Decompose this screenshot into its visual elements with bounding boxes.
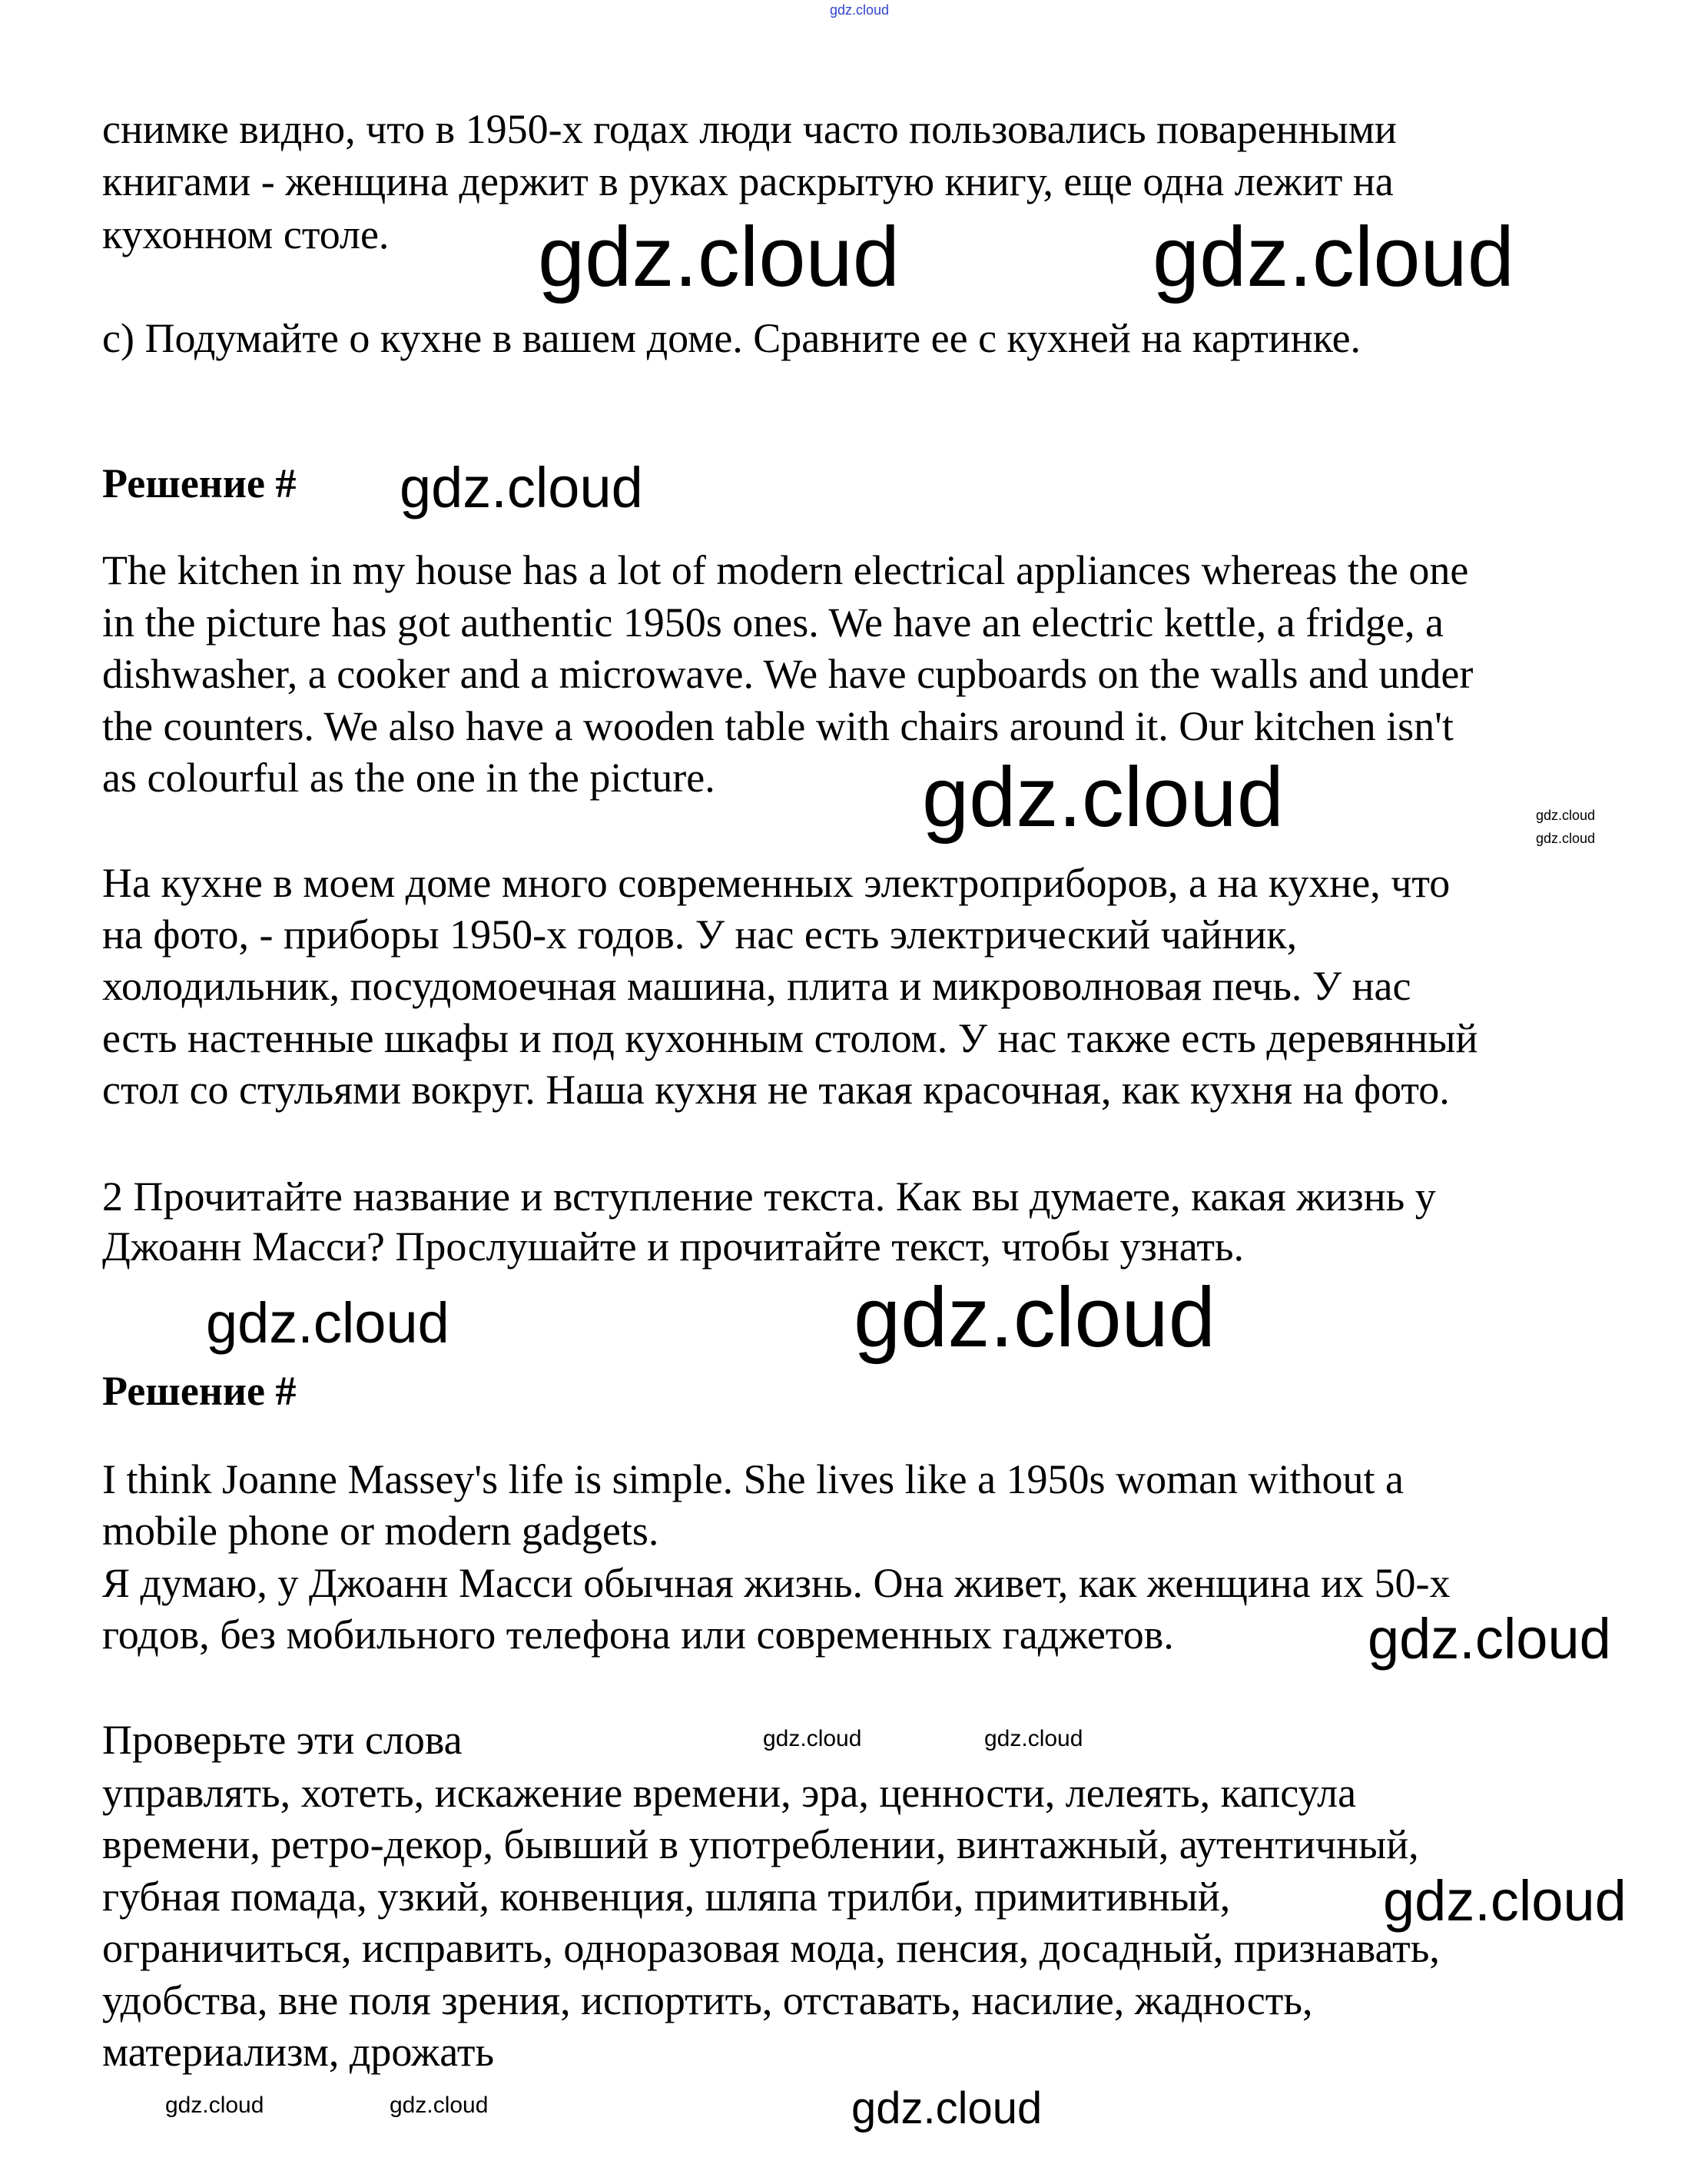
answer1-ru-line: на фото, - приборы 1950-х годов. У нас есть электрический чайник, [102,911,1298,958]
watermark: gdz.cloud [763,1726,862,1751]
answer1-ru-line: холодильник, посудомоечная машина, плита и микроволновая печь. У нас [102,963,1411,1009]
check-words-line: управлять, хотеть, искажение времени, эра, ценности, лелеять, капсула [102,1770,1357,1816]
answer2-line: I think Joanne Massey's life is simple. She lives like a 1950s woman without a [102,1456,1405,1502]
intro-line: книгами - женщина держит в руках раскрытую книгу, еще одна лежит на [102,158,1394,204]
answer1-en-line: in the picture has got authentic 1950s ones. We have an electric kettle, a fridge, a [102,599,1444,646]
answer2-line: годов, без мобильного телефона или современных гаджетов. [102,1611,1174,1658]
watermark: gdz.cloud [538,210,900,304]
watermark: gdz.cloud [390,2093,489,2118]
watermark-top[interactable]: gdz.cloud [830,2,890,18]
watermark: gdz.cloud [1536,808,1596,823]
check-words-line: материализм, дрожать [102,2029,495,2075]
answer2-line: Я думаю, у Джоанн Масси обычная жизнь. Она живет, как женщина их 50-х [102,1560,1451,1606]
answer1-en-line: dishwasher, a cooker and a microwave. We have cupboards on the walls and under [102,651,1474,697]
watermark: gdz.cloud [1536,831,1596,846]
task-2-line: 2 Прочитайте название и вступление текста. Как вы думаете, какая жизнь у [102,1173,1436,1220]
solution-heading: Решение # [102,460,297,506]
check-words-line: времени, ретро-декор, бывший в употреблении, винтажный, аутентичный, [102,1821,1419,1867]
watermark: gdz.cloud [984,1726,1083,1751]
check-words-line: удобства, вне поля зрения, испортить, отставать, насилие, жадность, [102,1977,1313,2023]
watermark: gdz.cloud [922,750,1284,845]
task-c: c) Подумайте о кухне в вашем доме. Сравните ее с кухней на картинке. [102,315,1361,361]
check-words-line: ограничиться, исправить, одноразовая мода, пенсия, досадный, признавать, [102,1925,1440,1971]
answer1-en-line: the counters. We also have a wooden table with chairs around it. Our kitchen isn't [102,703,1454,749]
intro-line: кухонном столе. [102,211,390,257]
watermark: gdz.cloud [400,456,643,519]
watermark: gdz.cloud [206,1291,449,1355]
answer1-en-line: The kitchen in my house has a lot of modern electrical appliances whereas the one [102,547,1469,593]
watermark: gdz.cloud [165,2093,264,2118]
answer2-line: mobile phone or modern gadgets. [102,1508,659,1554]
intro-line: снимке видно, что в 1950-х годах люди часто пользовались поваренными [102,106,1397,152]
answer1-en-line: as colourful as the one in the picture. [102,755,715,801]
answer1-ru-line: На кухне в моем доме много современных электроприборов, а на кухне, что [102,860,1451,906]
check-words-line: губная помада, узкий, конвенция, шляпа трилби, примитивный, [102,1874,1231,1920]
watermark: gdz.cloud [1152,210,1514,304]
answer1-ru-line: есть настенные шкафы и под кухонным столом. У нас также есть деревянный [102,1015,1478,1061]
watermark: gdz.cloud [851,2083,1043,2133]
check-words-heading: Проверьте эти слова [102,1717,463,1763]
solution-heading: Решение # [102,1368,297,1414]
watermark: gdz.cloud [1383,1869,1627,1933]
task-2-line: Джоанн Масси? Прослушайте и прочитайте текст, чтобы узнать. [102,1223,1245,1270]
watermark: gdz.cloud [854,1270,1215,1365]
answer1-ru-line: стол со стульями вокруг. Наша кухня не такая красочная, как кухня на фото. [102,1067,1450,1113]
watermark: gdz.cloud [1368,1607,1611,1671]
